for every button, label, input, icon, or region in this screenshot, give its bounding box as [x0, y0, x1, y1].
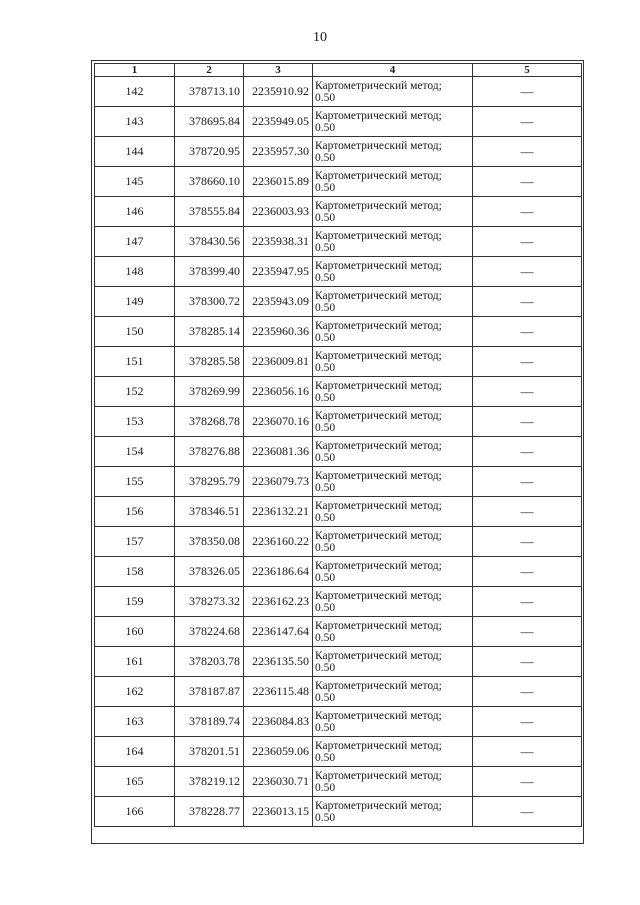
method-cell: [313, 77, 473, 107]
column-header: 2: [175, 64, 244, 77]
y-coordinate-cell: 2236135.50: [244, 647, 313, 677]
y-coordinate-cell: 2236059.06: [244, 737, 313, 767]
y-coordinate-cell: 2235910.92: [244, 77, 313, 107]
note-cell: —: [473, 167, 582, 197]
point-number-cell: 147: [95, 227, 175, 257]
point-number-cell: 166: [95, 797, 175, 827]
method-text: Картометрический метод;: [315, 109, 442, 122]
method-text: Картометрический метод;: [315, 769, 442, 782]
accuracy-text: 0.50: [315, 271, 336, 284]
method-text: Картометрический метод;: [315, 439, 442, 452]
method-cell: [313, 587, 473, 617]
note-cell: —: [473, 197, 582, 227]
note-cell: —: [473, 767, 582, 797]
accuracy-text: 0.50: [315, 151, 336, 164]
accuracy-text: 0.50: [315, 91, 336, 104]
note-cell: —: [473, 77, 582, 107]
method-text: Картометрический метод;: [315, 559, 442, 572]
accuracy-text: 0.50: [315, 541, 336, 554]
point-number-cell: 142: [95, 77, 175, 107]
method-text: Картометрический метод;: [315, 79, 442, 92]
accuracy-text: 0.50: [315, 481, 336, 494]
note-cell: —: [473, 707, 582, 737]
y-coordinate-cell: 2235943.09: [244, 287, 313, 317]
table-row: [95, 257, 582, 287]
table-row: [95, 737, 582, 767]
point-number-cell: 152: [95, 377, 175, 407]
accuracy-text: 0.50: [315, 751, 336, 764]
table-row: [95, 347, 582, 377]
x-coordinate-cell: 378300.72: [175, 287, 244, 317]
table-row: [95, 707, 582, 737]
accuracy-text: 0.50: [315, 811, 336, 824]
note-cell: —: [473, 227, 582, 257]
x-coordinate-cell: 378346.51: [175, 497, 244, 527]
note-cell: —: [473, 437, 582, 467]
point-number-cell: 154: [95, 437, 175, 467]
accuracy-text: 0.50: [315, 331, 336, 344]
column-header: 3: [244, 64, 313, 77]
accuracy-text: 0.50: [315, 241, 336, 254]
y-coordinate-cell: 2236009.81: [244, 347, 313, 377]
point-number-cell: 146: [95, 197, 175, 227]
coordinates-table: [94, 63, 582, 827]
x-coordinate-cell: 378189.74: [175, 707, 244, 737]
x-coordinate-cell: 378660.10: [175, 167, 244, 197]
x-coordinate-cell: 378276.88: [175, 437, 244, 467]
method-text: Картометрический метод;: [315, 799, 442, 812]
table-row: [95, 287, 582, 317]
method-cell: [313, 107, 473, 137]
y-coordinate-cell: 2236115.48: [244, 677, 313, 707]
x-coordinate-cell: 378224.68: [175, 617, 244, 647]
point-number-cell: 160: [95, 617, 175, 647]
method-cell: [313, 317, 473, 347]
y-coordinate-cell: 2236070.16: [244, 407, 313, 437]
accuracy-text: 0.50: [315, 631, 336, 644]
table-row: [95, 437, 582, 467]
x-coordinate-cell: 378695.84: [175, 107, 244, 137]
y-coordinate-cell: 2235960.36: [244, 317, 313, 347]
accuracy-text: 0.50: [315, 451, 336, 464]
method-cell: [313, 377, 473, 407]
method-cell: [313, 557, 473, 587]
point-number-cell: 165: [95, 767, 175, 797]
x-coordinate-cell: 378269.99: [175, 377, 244, 407]
note-cell: —: [473, 467, 582, 497]
y-coordinate-cell: 2236013.15: [244, 797, 313, 827]
y-coordinate-cell: 2235938.31: [244, 227, 313, 257]
method-cell: [313, 707, 473, 737]
y-coordinate-cell: 2236015.89: [244, 167, 313, 197]
x-coordinate-cell: 378285.58: [175, 347, 244, 377]
note-cell: —: [473, 587, 582, 617]
method-text: Картометрический метод;: [315, 739, 442, 752]
accuracy-text: 0.50: [315, 391, 336, 404]
x-coordinate-cell: 378201.51: [175, 737, 244, 767]
point-number-cell: 148: [95, 257, 175, 287]
table-row: [95, 797, 582, 827]
x-coordinate-cell: 378219.12: [175, 767, 244, 797]
accuracy-text: 0.50: [315, 181, 336, 194]
x-coordinate-cell: 378295.79: [175, 467, 244, 497]
table-row: [95, 227, 582, 257]
y-coordinate-cell: 2236081.36: [244, 437, 313, 467]
table-row: [95, 497, 582, 527]
method-cell: [313, 797, 473, 827]
accuracy-text: 0.50: [315, 511, 336, 524]
table-row: [95, 467, 582, 497]
point-number-cell: 143: [95, 107, 175, 137]
accuracy-text: 0.50: [315, 421, 336, 434]
y-coordinate-cell: 2236162.23: [244, 587, 313, 617]
method-text: Картометрический метод;: [315, 379, 442, 392]
note-cell: —: [473, 647, 582, 677]
column-header: 5: [473, 64, 582, 77]
table-row: [95, 167, 582, 197]
note-cell: —: [473, 347, 582, 377]
method-cell: [313, 527, 473, 557]
method-cell: [313, 407, 473, 437]
note-cell: —: [473, 557, 582, 587]
point-number-cell: 159: [95, 587, 175, 617]
method-text: Картометрический метод;: [315, 709, 442, 722]
point-number-cell: 145: [95, 167, 175, 197]
method-cell: [313, 497, 473, 527]
y-coordinate-cell: 2236084.83: [244, 707, 313, 737]
method-cell: [313, 167, 473, 197]
method-text: Картометрический метод;: [315, 529, 442, 542]
x-coordinate-cell: 378268.78: [175, 407, 244, 437]
point-number-cell: 149: [95, 287, 175, 317]
table-row: [95, 197, 582, 227]
y-coordinate-cell: 2236030.71: [244, 767, 313, 797]
method-cell: [313, 197, 473, 227]
accuracy-text: 0.50: [315, 721, 336, 734]
point-number-cell: 156: [95, 497, 175, 527]
x-coordinate-cell: 378326.05: [175, 557, 244, 587]
accuracy-text: 0.50: [315, 361, 336, 374]
method-cell: [313, 287, 473, 317]
point-number-cell: 150: [95, 317, 175, 347]
note-cell: —: [473, 797, 582, 827]
note-cell: —: [473, 617, 582, 647]
method-cell: [313, 347, 473, 377]
method-text: Картометрический метод;: [315, 169, 442, 182]
point-number-cell: 164: [95, 737, 175, 767]
y-coordinate-cell: 2236056.16: [244, 377, 313, 407]
method-text: Картометрический метод;: [315, 589, 442, 602]
point-number-cell: 155: [95, 467, 175, 497]
y-coordinate-cell: 2236132.21: [244, 497, 313, 527]
x-coordinate-cell: 378430.56: [175, 227, 244, 257]
x-coordinate-cell: 378555.84: [175, 197, 244, 227]
x-coordinate-cell: 378720.95: [175, 137, 244, 167]
note-cell: —: [473, 677, 582, 707]
y-coordinate-cell: 2236186.64: [244, 557, 313, 587]
x-coordinate-cell: 378228.77: [175, 797, 244, 827]
method-text: Картометрический метод;: [315, 409, 442, 422]
method-cell: [313, 647, 473, 677]
table-row: [95, 107, 582, 137]
point-number-cell: 162: [95, 677, 175, 707]
method-cell: [313, 137, 473, 167]
point-number-cell: 157: [95, 527, 175, 557]
method-text: Картометрический метод;: [315, 319, 442, 332]
accuracy-text: 0.50: [315, 571, 336, 584]
point-number-cell: 161: [95, 647, 175, 677]
note-cell: —: [473, 257, 582, 287]
accuracy-text: 0.50: [315, 601, 336, 614]
method-text: Картометрический метод;: [315, 679, 442, 692]
table-row: [95, 527, 582, 557]
note-cell: —: [473, 377, 582, 407]
column-header: 4: [313, 64, 473, 77]
method-cell: [313, 437, 473, 467]
accuracy-text: 0.50: [315, 301, 336, 314]
table-row: [95, 677, 582, 707]
x-coordinate-cell: 378285.14: [175, 317, 244, 347]
note-cell: —: [473, 407, 582, 437]
table-row: [95, 317, 582, 347]
method-text: Картометрический метод;: [315, 469, 442, 482]
coordinates-table-frame: [91, 60, 584, 844]
method-cell: [313, 767, 473, 797]
method-text: Картометрический метод;: [315, 619, 442, 632]
table-row: [95, 647, 582, 677]
note-cell: —: [473, 107, 582, 137]
page-number: 10: [313, 30, 327, 45]
x-coordinate-cell: 378399.40: [175, 257, 244, 287]
point-number-cell: 144: [95, 137, 175, 167]
accuracy-text: 0.50: [315, 121, 336, 134]
method-cell: [313, 227, 473, 257]
method-cell: [313, 257, 473, 287]
y-coordinate-cell: 2236160.22: [244, 527, 313, 557]
table-body: [95, 77, 582, 827]
y-coordinate-cell: 2236147.64: [244, 617, 313, 647]
method-text: Картометрический метод;: [315, 259, 442, 272]
table-row: [95, 377, 582, 407]
method-text: Картометрический метод;: [315, 499, 442, 512]
accuracy-text: 0.50: [315, 781, 336, 794]
note-cell: —: [473, 527, 582, 557]
table-row: [95, 77, 582, 107]
point-number-cell: 151: [95, 347, 175, 377]
method-text: Картометрический метод;: [315, 229, 442, 242]
table-row: [95, 137, 582, 167]
point-number-cell: 158: [95, 557, 175, 587]
x-coordinate-cell: 378350.08: [175, 527, 244, 557]
accuracy-text: 0.50: [315, 691, 336, 704]
x-coordinate-cell: 378187.87: [175, 677, 244, 707]
x-coordinate-cell: 378713.10: [175, 77, 244, 107]
method-cell: [313, 617, 473, 647]
x-coordinate-cell: 378203.78: [175, 647, 244, 677]
note-cell: —: [473, 287, 582, 317]
table-header-row: [95, 64, 582, 77]
y-coordinate-cell: 2236079.73: [244, 467, 313, 497]
table-row: [95, 407, 582, 437]
method-text: Картометрический метод;: [315, 139, 442, 152]
accuracy-text: 0.50: [315, 211, 336, 224]
method-text: Картометрический метод;: [315, 289, 442, 302]
method-text: Картометрический метод;: [315, 199, 442, 212]
method-text: Картометрический метод;: [315, 349, 442, 362]
accuracy-text: 0.50: [315, 661, 336, 674]
y-coordinate-cell: 2236003.93: [244, 197, 313, 227]
y-coordinate-cell: 2235957.30: [244, 137, 313, 167]
column-header: 1: [95, 64, 175, 77]
table-row: [95, 617, 582, 647]
y-coordinate-cell: 2235949.05: [244, 107, 313, 137]
method-cell: [313, 677, 473, 707]
table-row: [95, 767, 582, 797]
note-cell: —: [473, 497, 582, 527]
table-row: [95, 587, 582, 617]
note-cell: —: [473, 737, 582, 767]
x-coordinate-cell: 378273.32: [175, 587, 244, 617]
method-cell: [313, 737, 473, 767]
method-text: Картометрический метод;: [315, 649, 442, 662]
note-cell: —: [473, 317, 582, 347]
note-cell: —: [473, 137, 582, 167]
point-number-cell: 153: [95, 407, 175, 437]
y-coordinate-cell: 2235947.95: [244, 257, 313, 287]
table-row: [95, 557, 582, 587]
point-number-cell: 163: [95, 707, 175, 737]
method-cell: [313, 467, 473, 497]
